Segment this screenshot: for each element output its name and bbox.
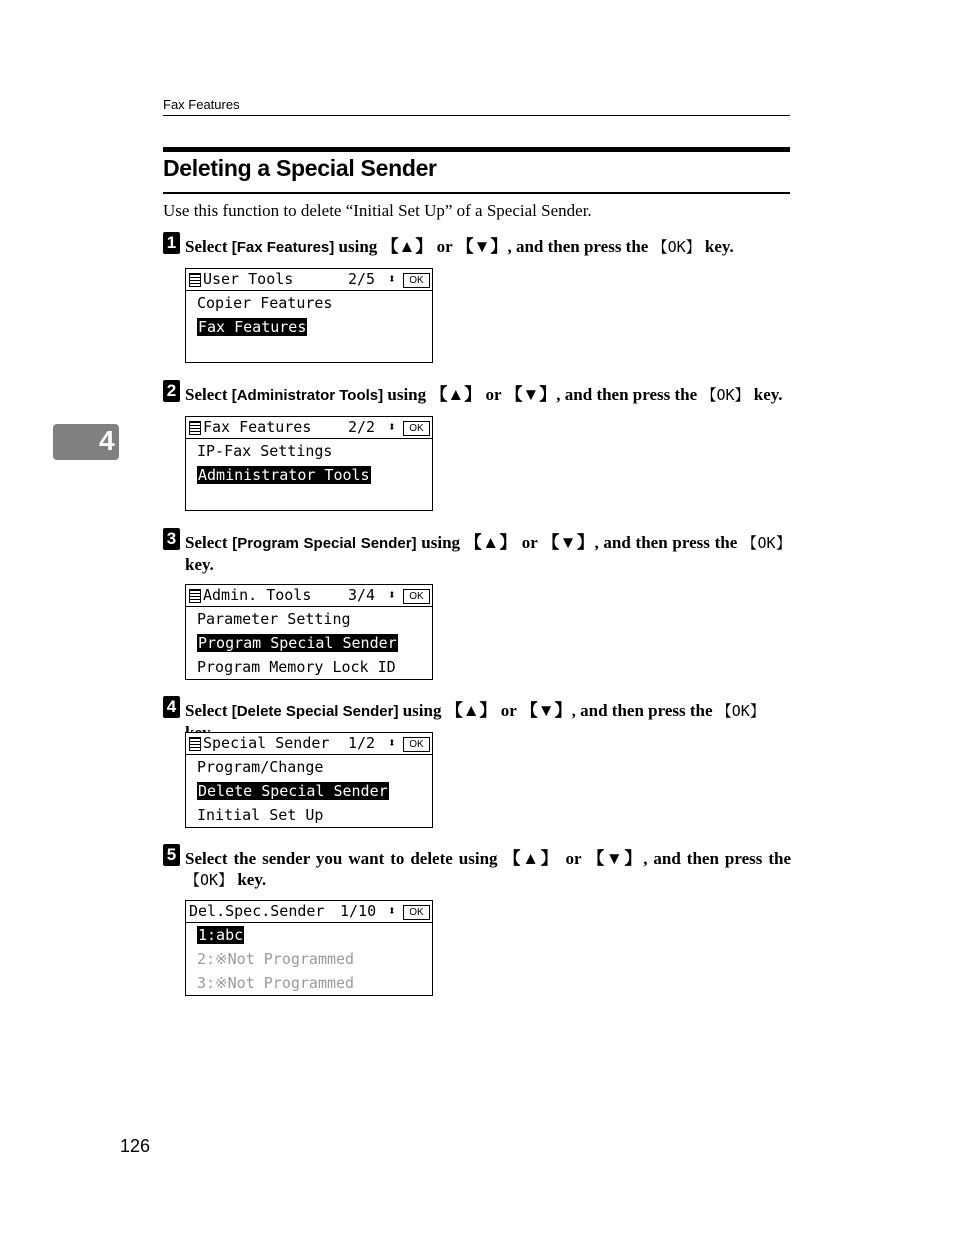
step-text: Select <box>185 385 232 404</box>
lcd-title: Admin. Tools <box>203 586 312 604</box>
step-text: , and then press the <box>507 237 653 256</box>
step-text: or <box>559 849 588 868</box>
ok-key-label: 【OK】 <box>741 534 791 552</box>
ok-key-label: 【OK】 <box>716 702 765 720</box>
ok-icon: OK <box>403 737 430 752</box>
document-icon <box>189 589 201 603</box>
lcd-title: Special Sender <box>203 734 330 752</box>
step-text: Select <box>185 237 232 256</box>
page-number: 126 <box>120 1136 151 1156</box>
up-down-arrow-icon: ⬍ <box>388 588 396 603</box>
lcd-title: User Tools <box>203 270 294 288</box>
lcd-screen-4 <box>185 732 433 828</box>
ok-icon: OK <box>403 905 430 920</box>
menu-key-label: [Fax Features] <box>231 239 335 256</box>
down-key-label: 【▼】 <box>505 385 557 404</box>
step-text: key. <box>700 237 734 256</box>
down-key-label: 【▼】 <box>456 237 508 256</box>
step-instruction-2 <box>185 384 791 406</box>
lcd-menu-item-selected: Delete Special Sender <box>198 782 388 800</box>
document-icon <box>189 421 201 435</box>
up-down-arrow-icon: ⬍ <box>388 904 396 919</box>
step-number-2: 2 <box>163 380 180 402</box>
lcd-title-bar <box>186 417 432 439</box>
chapter-tab <box>53 424 119 460</box>
step-instruction-5 <box>185 848 791 891</box>
step-text: key. <box>233 870 267 889</box>
step-text: , and then press the <box>594 533 742 552</box>
up-key-label: 【▲】 <box>381 237 433 256</box>
up-down-arrow-icon: ⬍ <box>388 736 396 751</box>
chapter-tab-number: 4 <box>99 425 115 456</box>
ok-icon: OK <box>403 421 430 436</box>
ok-key-label: 【OK】 <box>185 871 234 889</box>
step-text: or <box>432 237 457 256</box>
ok-icon: OK <box>403 589 430 604</box>
step-text: , and then press the <box>571 701 717 720</box>
ok-key-label: 【OK】 <box>701 386 750 404</box>
lcd-screen-5 <box>185 900 433 996</box>
up-down-arrow-icon: ⬍ <box>388 272 396 287</box>
lcd-menu-item-selected: 1:abc <box>198 926 244 944</box>
lcd-screen-2 <box>185 416 433 511</box>
lcd-screen-1 <box>185 268 433 363</box>
step-number-5: 5 <box>163 844 180 866</box>
lcd-menu-item: IP-Fax Settings <box>197 442 333 460</box>
title-bar <box>163 147 790 152</box>
down-key-label: 【▼】 <box>520 701 572 720</box>
lcd-menu-item-selected: Administrator Tools <box>198 466 370 484</box>
lcd-menu-item: Copier Features <box>197 294 333 312</box>
intro-text: Use this function to delete “Initial Set Up” of a Special Sender. <box>163 201 592 220</box>
lcd-menu-item: Parameter Setting <box>197 610 351 628</box>
lcd-title-bar <box>186 269 432 291</box>
menu-key-label: [Delete Special Sender] <box>231 703 399 720</box>
step-text: using <box>416 533 465 552</box>
lcd-menu-item: 3:※Not Programmed <box>197 974 355 992</box>
lcd-menu-item: 2:※Not Programmed <box>197 950 355 968</box>
document-icon <box>189 273 201 287</box>
up-down-arrow-icon: ⬍ <box>388 420 396 435</box>
step-text: or <box>496 701 521 720</box>
down-key-label: 【▼】 <box>587 849 644 868</box>
down-key-label: 【▼】 <box>542 533 595 552</box>
lcd-title-bar <box>186 901 432 923</box>
step-text: Select <box>185 533 233 552</box>
step-number-3: 3 <box>163 528 180 550</box>
menu-key-label: [Administrator Tools] <box>231 387 384 404</box>
step-instruction-3 <box>185 532 791 575</box>
step-text: using <box>334 237 382 256</box>
lcd-page-indicator: 3/4 <box>348 586 376 604</box>
lcd-menu-item-selected: Fax Features <box>198 318 307 336</box>
up-key-label: 【▲】 <box>464 533 517 552</box>
menu-key-label: [Program Special Sender] <box>232 535 417 552</box>
lcd-menu-item: Initial Set Up <box>197 806 324 824</box>
step-text: key. <box>185 555 214 574</box>
running-header: Fax Features <box>163 97 240 112</box>
header-rule <box>163 115 790 116</box>
step-text: or <box>517 533 543 552</box>
step-text: using <box>398 701 446 720</box>
lcd-title-bar <box>186 733 432 755</box>
step-text: using <box>383 385 431 404</box>
step-number-1: 1 <box>163 232 180 254</box>
step-text: or <box>481 385 506 404</box>
step-text: , and then press the <box>643 849 791 868</box>
lcd-menu-item-selected: Program Special Sender <box>198 634 397 652</box>
lcd-title: Fax Features <box>203 418 312 436</box>
up-key-label: 【▲】 <box>430 385 482 404</box>
lcd-title: Del.Spec.Sender <box>189 902 325 920</box>
up-key-label: 【▲】 <box>445 701 497 720</box>
ok-key-label: 【OK】 <box>652 238 701 256</box>
lcd-page-indicator: 2/5 <box>348 270 376 288</box>
lcd-title-bar <box>186 585 432 607</box>
step-text: Select the sender you want to delete using <box>185 849 504 868</box>
ok-icon: OK <box>403 273 430 288</box>
step-instruction-1 <box>185 236 791 258</box>
document-icon <box>189 737 201 751</box>
lcd-page-indicator: 1/10 <box>340 902 377 920</box>
lcd-page-indicator: 1/2 <box>348 734 376 752</box>
title-rule <box>163 192 790 194</box>
step-text: Select <box>185 701 232 720</box>
lcd-menu-item: Program/Change <box>197 758 324 776</box>
step-text: key. <box>749 385 783 404</box>
step-text: , and then press the <box>556 385 702 404</box>
step-number-4: 4 <box>163 696 180 718</box>
up-key-label: 【▲】 <box>503 849 560 868</box>
lcd-page-indicator: 2/2 <box>348 418 376 436</box>
section-title: Deleting a Special Sender <box>163 155 437 181</box>
lcd-menu-item: Program Memory Lock ID <box>197 658 396 676</box>
lcd-screen-3 <box>185 584 433 680</box>
